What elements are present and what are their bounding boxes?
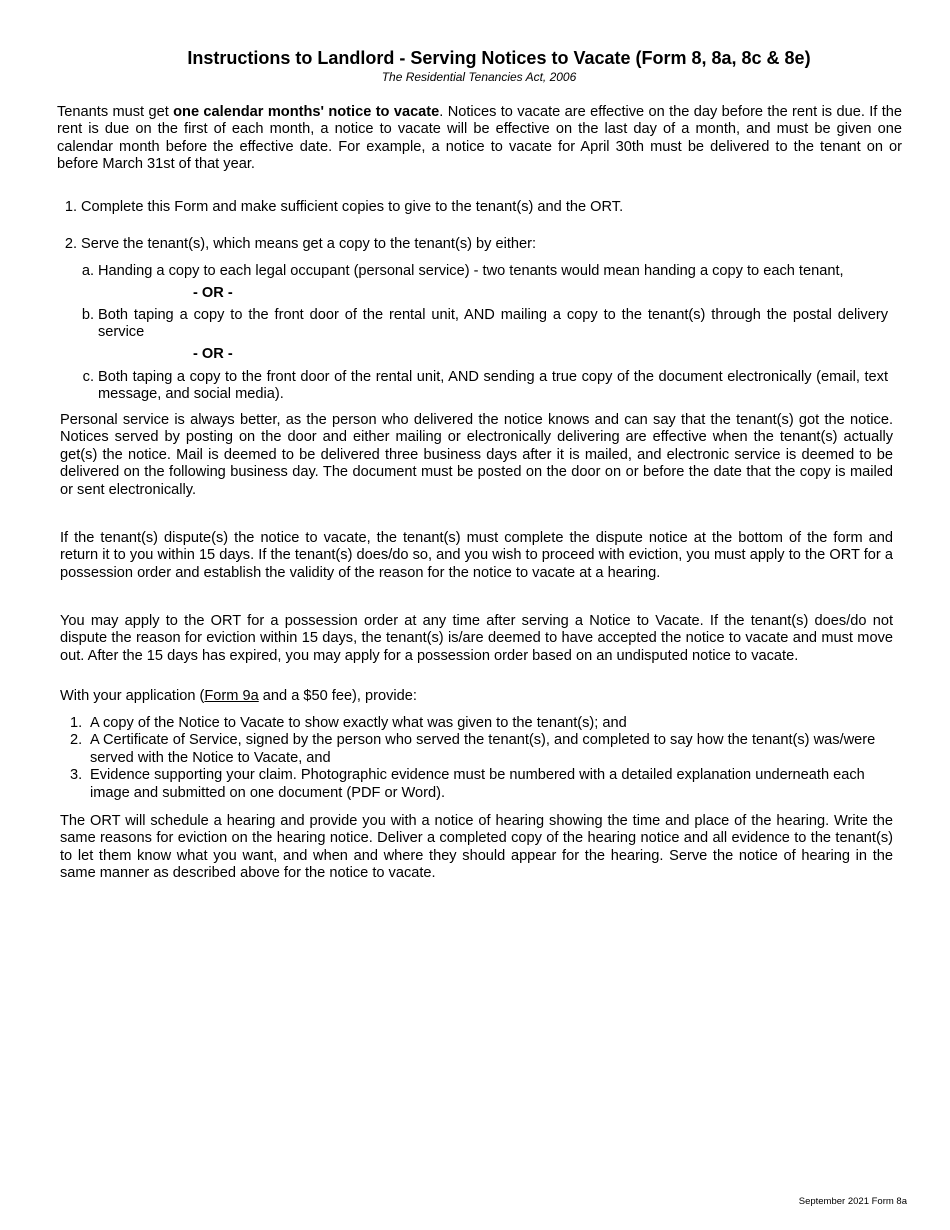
personal-service-paragraph: Personal service is always better, as the person who delivered the notice knows and can say that the tenant(s) got the notice. Notices served by posting on the door and either mailing or electronically delivering are effective when the tenant(s) actually get(s) the notice. Mail is deemed to be delivered three business days after it is mailed, and electronic service is deemed to be delivered on the following business day. The document must be posted on the door on or before the date that the copy is mailed or sent electronically. [60, 412, 893, 498]
list-text: Evidence supporting your claim. Photographic evidence must be numbered with a detailed explanation underneath each image and submitted on one document (PDF or Word). [90, 767, 865, 801]
application-text-before: With your application ( [60, 688, 205, 704]
intro-rest: . Notices to vacate are effective on the day before the rent is due. If the rent is due on the first of each month, a notice to vacate will be effective on the last day of a month, and must be given one calendar month before the effective date. For example, a notice to vacate for April 30th must be delivered to the tenant on or before March 31st of that year. [57, 104, 902, 173]
step-number: 1. [64, 199, 77, 215]
or-separator: - OR - [193, 346, 233, 362]
form-9a-link[interactable]: Form 9a [204, 688, 259, 704]
page-title: Instructions to Landlord - Serving Notices to Vacate (Form 8, 8a, 8c & 8e) [187, 48, 811, 68]
list-number: 3. [70, 767, 83, 784]
step-text: Complete this Form and make sufficient copies to give to the tenant(s) and the ORT. [81, 199, 624, 215]
intro-bold: one calendar months' notice to vacate [173, 104, 440, 120]
option-text: Both taping a copy to the front door of the rental unit, AND mailing a copy to the tenant(s) through the postal delivery service [98, 307, 888, 341]
list-text: A Certificate of Service, signed by the person who served the tenant(s), and completed to say how the tenant(s) was/were served with the Notice to Vacate, and [90, 732, 876, 766]
option-letter: a. [81, 263, 94, 279]
page-subtitle: The Residential Tenancies Act, 2006 [381, 70, 577, 84]
option-letter: c. [82, 369, 94, 385]
intro-paragraph [57, 104, 902, 174]
option-text: Both taping a copy to the front door of the rental unit, AND sending a true copy of the document electronically (email, text message, and social media). [98, 369, 888, 403]
list-number: 2. [70, 732, 83, 749]
or-separator: - OR - [193, 285, 233, 301]
list-text: A copy of the Notice to Vacate to show exactly what was given to the tenant(s); and [90, 715, 627, 731]
list-item [60, 732, 890, 767]
intro-lead: Tenants must get [57, 104, 174, 120]
step-number: 2. [64, 236, 77, 252]
application-line [60, 688, 893, 705]
step-text: Serve the tenant(s), which means get a copy to the tenant(s) by either: [81, 236, 537, 252]
option-letter: b. [81, 307, 94, 323]
dispute-paragraph: If the tenant(s) dispute(s) the notice to vacate, the tenant(s) must complete the dispute notice at the bottom of the form and return it to you within 15 days. If the tenant(s) does/do so, and you wish to proceed with eviction, you must apply to the ORT for a possession order and establish the validity of the reason for the notice to vacate at a hearing. [60, 530, 893, 581]
option-text: Handing a copy to each legal occupant (personal service) - two tenants would mean handing a copy to each tenant, [98, 263, 844, 279]
provide-list [60, 715, 890, 802]
footer-form-id: September 2021 Form 8a [798, 1196, 907, 1207]
apply-paragraph: You may apply to the ORT for a possession order at any time after serving a Notice to Vacate. If the tenant(s) does/do not dispute the reason for eviction within 15 days, the tenant(s) is/are deemed to have accepted the notice to vacate and must move out. After the 15 days has expired, you may apply for a possession order based on an undisputed notice to vacate. [60, 613, 893, 664]
list-item [60, 767, 890, 802]
hearing-paragraph: The ORT will schedule a hearing and provide you with a notice of hearing showing the time and place of the hearing. Write the same reasons for eviction on the hearing notice. Deliver a completed copy of the hearing notice and all evidence to the tenant(s) to let them know what you want, and when and where they should appear for the hearing. Serve the notice of hearing in the same manner as described above for the notice to vacate. [60, 813, 893, 882]
list-number: 1. [70, 715, 83, 731]
list-item [60, 715, 890, 732]
application-text-after: and a $50 fee), provide: [258, 688, 417, 704]
